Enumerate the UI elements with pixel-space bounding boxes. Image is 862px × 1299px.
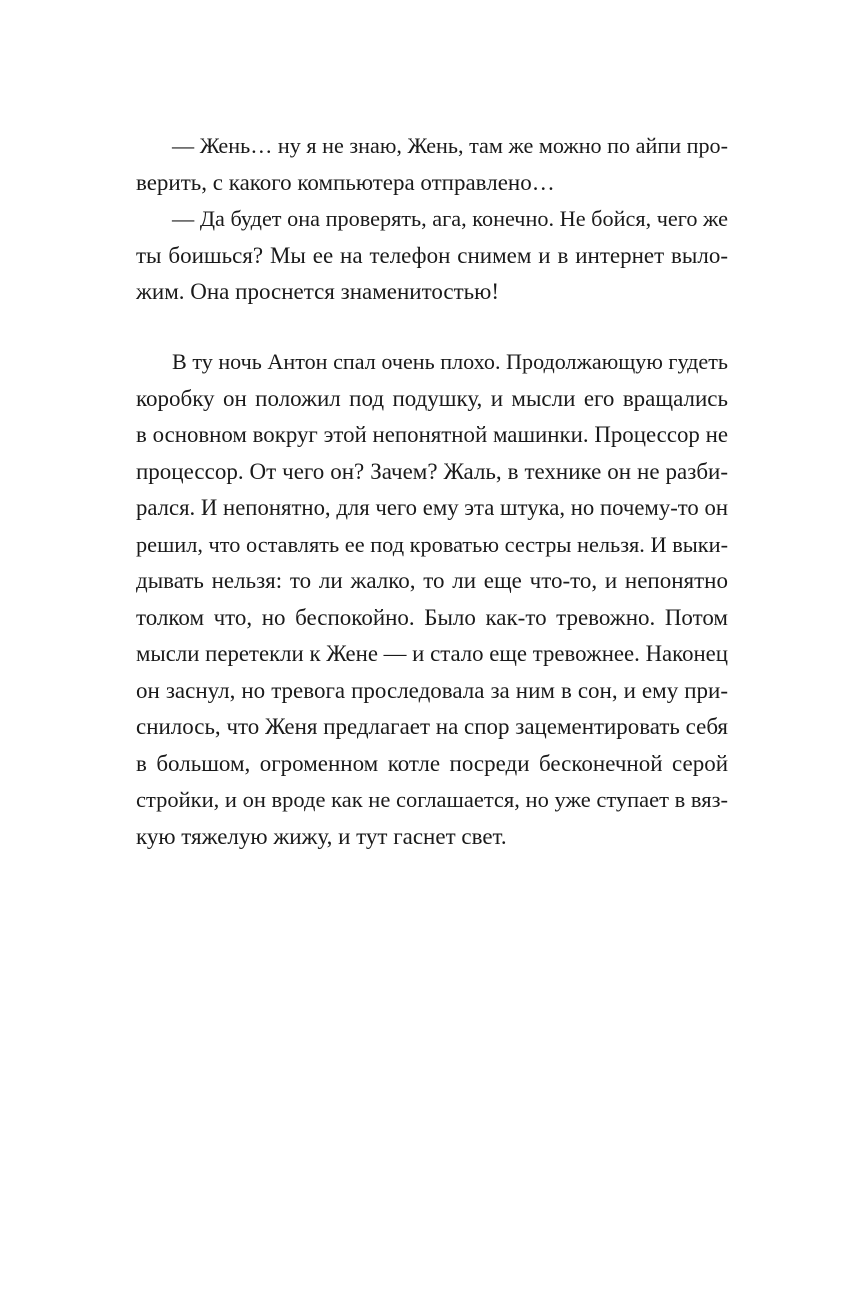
paragraph-line: он заснул, но тревога проследовала за ним в сон, и ему при-	[136, 677, 728, 703]
dialogue-line: жим. Она проснется знаменитостью!	[136, 279, 500, 304]
dialogue-line: верить, с какого компьютера отправлено…	[136, 169, 555, 195]
paragraph-line: решил, что оставлять ее под кроватью сестры нельзя. И выки-	[136, 531, 728, 557]
paragraph-line: толком что, но беспокойно. Было как-то тревожно. Потом	[136, 604, 728, 630]
paragraph-line: снилось, что Женя предлагает на спор зацементировать себя	[136, 714, 728, 739]
narrative-paragraph	[136, 344, 728, 855]
paragraph-line: в большом, огроменном котле посреди бесконечной серой	[136, 750, 728, 776]
paragraph-line: В ту ночь Антон спал очень плохо. Продолжающую гудеть	[172, 349, 728, 374]
paragraph-line: мысли перетекли к Жене — и стало еще тревожнее. Наконец	[136, 641, 728, 666]
paragraph-line: дывать нельзя: то ли жалко, то ли еще что-то, и непонятно	[136, 568, 728, 593]
paragraph-line: в основном вокруг этой непонятной машинки. Процессор не	[136, 422, 728, 447]
paragraph-line: кую тяжелую жижу, и тут гаснет свет.	[136, 823, 507, 849]
paragraph-line: коробку он положил под подушку, и мысли его вращались	[136, 385, 728, 411]
paragraph-line: процессор. От чего он? Зачем? Жаль, в технике он не разби-	[136, 458, 728, 484]
paragraph-line: стройки, и он вроде как не соглашается, но уже ступает в вяз-	[136, 787, 728, 812]
dialogue-block	[136, 128, 728, 311]
dialogue-line: — Да будет она проверять, ага, конечно. Не бойся, чего же	[172, 206, 728, 231]
dialogue-line: ты боишься? Мы ее на телефон снимем и в интернет выло-	[136, 242, 728, 268]
paragraph-line: рался. И непонятно, для чего ему эта штука, но почему-то он	[136, 495, 728, 520]
dialogue-line: — Жень… ну я не знаю, Жень, там же можно по айпи про-	[172, 133, 728, 158]
